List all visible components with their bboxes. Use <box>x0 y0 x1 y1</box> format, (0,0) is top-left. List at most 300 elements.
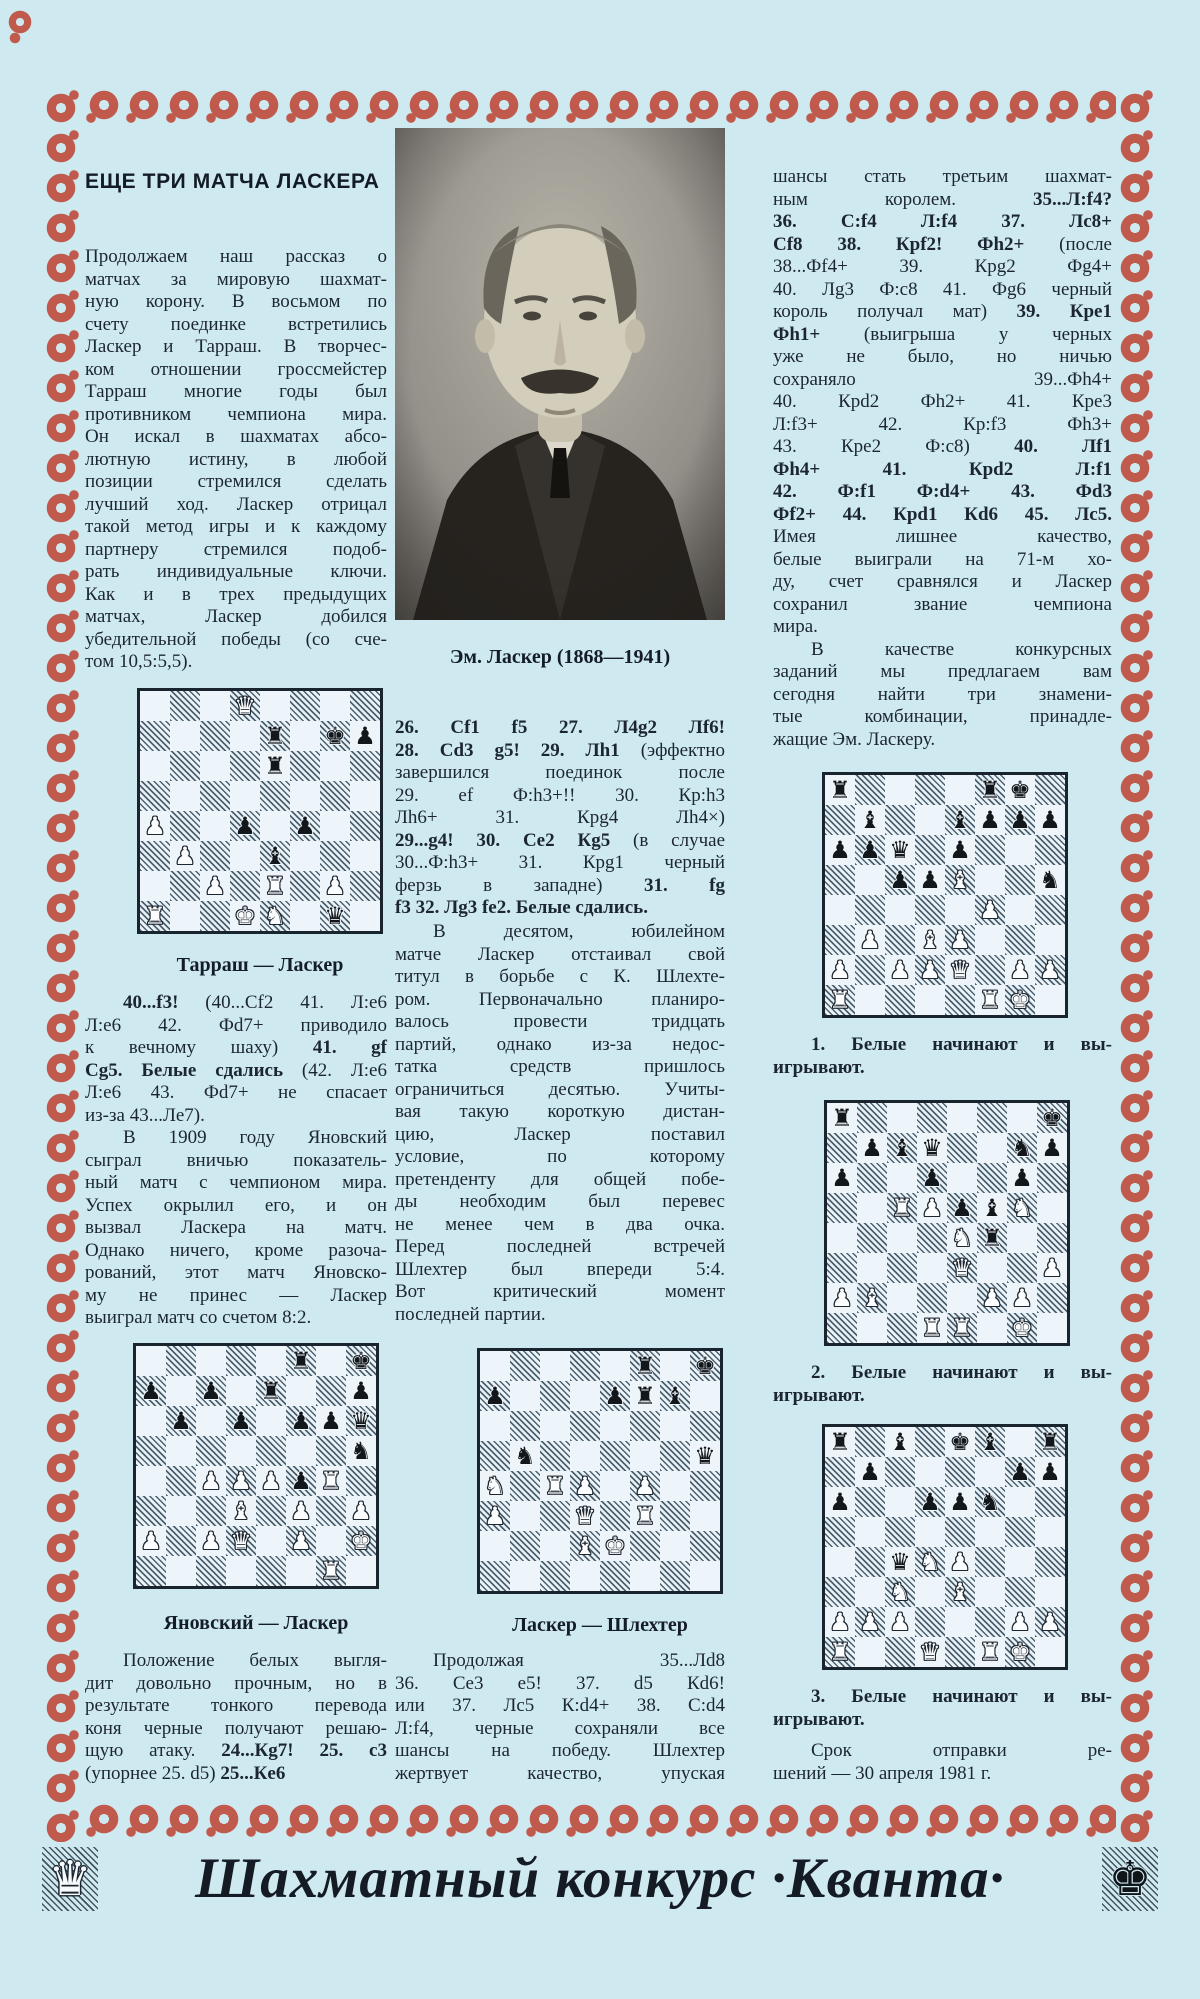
text-line <box>395 740 725 763</box>
board-square <box>140 811 170 841</box>
board-square <box>570 1351 600 1381</box>
board-square <box>600 1411 630 1441</box>
move-text: 24...Кg7! 25. c3 <box>221 1740 387 1761</box>
text-line <box>773 1057 1112 1080</box>
board-square <box>1005 1487 1035 1517</box>
move-text: игрывают. <box>773 1384 865 1406</box>
board-square <box>1035 865 1065 895</box>
white-queen-piece: ♛ <box>230 1527 252 1555</box>
body-text: сохранил звание чемпиона <box>773 593 1112 615</box>
text-line <box>85 1262 387 1285</box>
text-line <box>85 1240 387 1263</box>
board-square <box>977 1133 1007 1163</box>
board-square <box>630 1471 660 1501</box>
black-pawn-piece: ♟ <box>1009 806 1031 834</box>
board-square <box>885 955 915 985</box>
white-rook-piece: ♜ <box>320 1557 342 1585</box>
white-pawn-piece: ♟ <box>1041 1254 1063 1282</box>
board-square <box>540 1411 570 1441</box>
move-text: 35...Л:f4? <box>1032 188 1112 210</box>
paragraph-deadline <box>773 1740 1112 1785</box>
text-line <box>395 1101 725 1124</box>
board-square <box>316 1556 346 1586</box>
board-square <box>540 1351 570 1381</box>
board-square <box>316 1496 346 1526</box>
white-queen-icon: ♛ <box>42 1847 98 1911</box>
text-line <box>395 1673 725 1696</box>
board-square <box>200 721 230 751</box>
board-square <box>346 1496 376 1526</box>
body-text: Лh6+ 31. Крg4 Лh4×) <box>395 807 725 828</box>
text-line <box>773 1686 1112 1709</box>
board-square <box>1037 1193 1067 1223</box>
text-line <box>395 1740 725 1763</box>
body-text: последней партии. <box>395 1303 546 1325</box>
puzzle-2-caption <box>773 1362 1112 1407</box>
board-square <box>320 871 350 901</box>
body-text: ком отношении гроссмейстер <box>85 358 387 380</box>
board-square <box>260 811 290 841</box>
board-square <box>1007 1313 1037 1343</box>
body-text: титул в борьбе с К. Шлехте- <box>395 966 725 987</box>
board-square <box>977 1283 1007 1313</box>
white-bishop-piece: ♝ <box>949 866 971 894</box>
black-bishop-piece: ♝ <box>949 806 971 834</box>
text-line <box>85 381 387 404</box>
board-square <box>316 1346 346 1376</box>
board-square <box>917 1163 947 1193</box>
board-square <box>1037 1133 1067 1163</box>
board-square <box>630 1381 660 1411</box>
board-square <box>226 1556 256 1586</box>
board-square <box>885 985 915 1015</box>
board-square <box>855 805 885 835</box>
black-rook-piece: ♜ <box>979 776 1001 804</box>
board-square <box>256 1406 286 1436</box>
board-square <box>630 1351 660 1381</box>
text-line <box>773 279 1112 302</box>
body-text: тые комбинации, принадле- <box>773 706 1112 727</box>
white-knight-piece: ♞ <box>951 1224 973 1252</box>
board-square <box>857 1253 887 1283</box>
board-square <box>917 1193 947 1223</box>
white-pawn-piece: ♟ <box>290 1527 312 1555</box>
black-pawn-piece: ♟ <box>919 1488 941 1516</box>
board-square <box>1037 1253 1067 1283</box>
board-square <box>690 1531 720 1561</box>
board-square <box>140 691 170 721</box>
white-rook-piece: ♜ <box>144 902 166 930</box>
board-square <box>570 1411 600 1441</box>
body-text: Однако ничего, кроме разоча- <box>85 1239 387 1261</box>
board-square <box>140 721 170 751</box>
board-square <box>196 1496 226 1526</box>
body-text: партий, однако из-за недос- <box>395 1033 725 1055</box>
body-text: (42. Л:e6 <box>301 1059 387 1081</box>
text-line <box>395 830 725 853</box>
board-square <box>855 865 885 895</box>
board-square <box>827 1223 857 1253</box>
board-square <box>887 1313 917 1343</box>
board-square <box>1035 1607 1065 1637</box>
text-line <box>395 1236 725 1259</box>
board-square <box>690 1471 720 1501</box>
body-text: матчах, Ласкер добился <box>85 606 387 627</box>
text-line <box>773 414 1112 437</box>
board-square <box>260 751 290 781</box>
body-text: Л:f4, черные сохраняли все <box>395 1717 725 1739</box>
board-square <box>570 1381 600 1411</box>
board-square <box>1035 835 1065 865</box>
board-square <box>600 1531 630 1561</box>
black-rook-piece: ♜ <box>831 1104 853 1132</box>
board-square <box>660 1441 690 1471</box>
body-text: ферзь в западне) <box>395 874 644 896</box>
board-square <box>827 1283 857 1313</box>
body-text: Ласкер и Тарраш. В творчес- <box>85 336 387 357</box>
white-pawn-piece: ♟ <box>200 1527 222 1555</box>
board-square <box>1005 1517 1035 1547</box>
lasker-photo <box>395 128 725 620</box>
board-square <box>855 985 885 1015</box>
black-pawn-piece: ♟ <box>484 1382 506 1410</box>
board-square <box>660 1531 690 1561</box>
board-square <box>825 805 855 835</box>
board-square <box>1035 955 1065 985</box>
black-pawn-piece: ♟ <box>951 1194 973 1222</box>
board-square <box>540 1471 570 1501</box>
body-text: валось провести тридцать <box>395 1011 725 1032</box>
board-square <box>690 1351 720 1381</box>
board-square <box>260 781 290 811</box>
board-square <box>690 1561 720 1591</box>
body-text: (40...Сf2 41. Л:e6 <box>205 992 387 1013</box>
board-square <box>480 1441 510 1471</box>
white-pawn-piece: ♟ <box>921 1194 943 1222</box>
board-square <box>915 895 945 925</box>
black-pawn-piece: ♟ <box>290 1407 312 1435</box>
chessboard-puzzle-2 <box>824 1100 1070 1346</box>
board-square <box>570 1561 600 1591</box>
white-knight-piece: ♞ <box>484 1472 506 1500</box>
board-square <box>917 1133 947 1163</box>
board-square <box>825 1427 855 1457</box>
board-square <box>1035 775 1065 805</box>
board-square <box>1037 1313 1067 1343</box>
text-line <box>395 852 725 875</box>
board-square <box>286 1526 316 1556</box>
board-square <box>915 775 945 805</box>
board-caption-tarrasch: Тарраш — Ласкер <box>176 954 344 976</box>
board-square <box>1007 1253 1037 1283</box>
board-square <box>320 811 350 841</box>
board-square <box>887 1253 917 1283</box>
board-square <box>320 721 350 751</box>
ornament-border-left <box>42 86 84 1842</box>
move-text: 2. Белые начинают и вы- <box>811 1362 1112 1383</box>
text-line <box>85 606 387 629</box>
white-queen-piece: ♛ <box>234 692 256 720</box>
board-square <box>885 1637 915 1667</box>
board-square <box>480 1351 510 1381</box>
board-square <box>630 1561 660 1591</box>
board-square <box>915 1487 945 1517</box>
white-knight-piece: ♞ <box>889 1578 911 1606</box>
white-pawn-piece: ♟ <box>979 896 1001 924</box>
board-square <box>1005 895 1035 925</box>
body-text: не менее чем в два очка. <box>395 1213 725 1235</box>
body-text: сохраняло 39...Фh4+ <box>773 368 1112 390</box>
board-square <box>510 1531 540 1561</box>
board-square <box>1007 1223 1037 1253</box>
board-square <box>660 1411 690 1441</box>
move-text: 42. Ф:f1 Ф:d4+ 43. Фd3 <box>773 481 1112 502</box>
board-square <box>855 1607 885 1637</box>
move-text: 29...g4! 30. Сe2 Кg5 <box>395 829 634 851</box>
body-text: белые выиграли на 71-м хо- <box>773 548 1112 570</box>
body-text: Продолжаем наш рассказ о <box>85 246 387 267</box>
board-square <box>170 811 200 841</box>
white-pawn-piece: ♟ <box>484 1502 506 1530</box>
board-square <box>945 1607 975 1637</box>
text-line <box>85 1082 387 1105</box>
white-pawn-piece: ♟ <box>200 1467 222 1495</box>
board-square <box>166 1526 196 1556</box>
body-text: претенденту для общей побе- <box>395 1168 725 1190</box>
board-square <box>316 1406 346 1436</box>
text-line <box>773 504 1112 527</box>
board-square <box>230 781 260 811</box>
ornament-border-top <box>42 86 1158 128</box>
black-rook-piece: ♜ <box>264 722 286 750</box>
ornament-border-right <box>1116 86 1158 1842</box>
text-line <box>773 346 1112 369</box>
body-text: (выигрыша у черных <box>863 323 1113 345</box>
white-rook-piece: ♜ <box>829 986 851 1014</box>
board-square <box>226 1526 256 1556</box>
board-square <box>226 1466 256 1496</box>
board-square <box>290 691 320 721</box>
text-line <box>85 1127 387 1150</box>
board-square <box>1005 1607 1035 1637</box>
board-square <box>857 1103 887 1133</box>
body-text: ным королем. <box>773 188 1033 210</box>
body-text: шансы на победу. Шлехтер <box>395 1740 725 1761</box>
text-line <box>395 1650 725 1673</box>
board-square <box>885 1487 915 1517</box>
board-square <box>977 1163 1007 1193</box>
text-line <box>773 526 1112 549</box>
board-square <box>1035 1457 1065 1487</box>
board-square <box>510 1351 540 1381</box>
board-square <box>1005 1637 1035 1667</box>
text-line <box>85 992 387 1015</box>
text-line <box>395 1214 725 1237</box>
board-square <box>1005 1547 1035 1577</box>
body-text: условие, по которому <box>395 1146 725 1167</box>
body-text: Шлехтер был впереди 5:4. <box>395 1258 725 1280</box>
board-square <box>480 1411 510 1441</box>
board-square <box>256 1496 286 1526</box>
text-line <box>85 539 387 562</box>
board-square <box>855 775 885 805</box>
white-rook-piece: ♜ <box>829 1638 851 1666</box>
board-square <box>480 1531 510 1561</box>
body-text: Л:f3+ 42. Кр:f3 Фh3+ <box>773 413 1112 435</box>
paragraph-janowski-game <box>395 717 725 920</box>
board-square <box>887 1103 917 1133</box>
board-square <box>136 1346 166 1376</box>
text-line <box>85 1195 387 1218</box>
white-king-piece: ♚ <box>604 1532 626 1560</box>
board-square <box>690 1501 720 1531</box>
text-line <box>773 1362 1112 1385</box>
body-text: результате тонкого перевода <box>85 1695 387 1716</box>
board-square <box>350 871 380 901</box>
board-square <box>200 691 230 721</box>
board-square <box>917 1283 947 1313</box>
board-square <box>1035 1487 1065 1517</box>
white-knight-piece: ♞ <box>1011 1194 1033 1222</box>
body-text: Л:e6 43. Фd7+ не спасает <box>85 1082 387 1103</box>
board-square <box>975 895 1005 925</box>
board-square <box>350 751 380 781</box>
text-line <box>85 404 387 427</box>
text-line <box>85 246 387 269</box>
board-square <box>166 1376 196 1406</box>
board-square <box>540 1561 570 1591</box>
text-line <box>85 314 387 337</box>
board-square <box>480 1381 510 1411</box>
move-text: 25...Кe6 <box>220 1762 286 1784</box>
board-square <box>230 841 260 871</box>
board-square <box>885 805 915 835</box>
board-square <box>630 1501 660 1531</box>
body-text: убедительной победы (со сче- <box>85 628 387 650</box>
move-text: 26. Сf1 f5 27. Л4g2 Лf6! <box>395 717 725 738</box>
board-square <box>1005 925 1035 955</box>
black-queen-piece: ♛ <box>324 902 346 930</box>
board-square <box>510 1471 540 1501</box>
board-square <box>320 691 350 721</box>
text-line <box>395 897 725 920</box>
body-text: уже не было, но ничью <box>773 346 1112 367</box>
board-square <box>196 1376 226 1406</box>
body-text: (упорнее 25. d5) <box>85 1762 221 1784</box>
text-line <box>85 516 387 539</box>
black-queen-piece: ♛ <box>694 1442 716 1470</box>
white-queen-piece: ♛ <box>949 956 971 984</box>
board-square <box>1007 1133 1037 1163</box>
board-square <box>977 1193 1007 1223</box>
white-pawn-piece: ♟ <box>260 1467 282 1495</box>
white-bishop-piece: ♝ <box>230 1497 252 1525</box>
board-square <box>140 751 170 781</box>
text-line <box>85 1307 387 1330</box>
black-king-icon: ♚ <box>1102 1847 1158 1911</box>
move-text: Сf8 38. Крf2! Фh2+ <box>773 233 1060 255</box>
text-line <box>395 1259 725 1282</box>
body-text: такой метод игры и к каждому <box>85 516 387 537</box>
body-text: Положение белых выгля- <box>123 1650 387 1671</box>
puzzle-3-caption <box>773 1686 1112 1731</box>
board-square <box>510 1411 540 1441</box>
board-square <box>975 1457 1005 1487</box>
move-text: 31. fg <box>643 874 725 896</box>
board-square <box>346 1466 376 1496</box>
board-square <box>346 1436 376 1466</box>
black-pawn-piece: ♟ <box>354 722 376 750</box>
board-square <box>200 871 230 901</box>
text-line <box>395 944 725 967</box>
black-pawn-piece: ♟ <box>921 1164 943 1192</box>
board-square <box>136 1496 166 1526</box>
text-line <box>395 1304 725 1327</box>
move-text: Фh4+ 41. Крd2 Л:f1 <box>773 458 1112 480</box>
black-pawn-piece: ♟ <box>829 1488 851 1516</box>
paragraph-schlechter-match <box>395 921 725 1326</box>
text-line <box>85 1150 387 1173</box>
text-line <box>773 459 1112 482</box>
body-text: рать индивидуальные ключи. <box>85 561 387 582</box>
text-line <box>773 594 1112 617</box>
board-square <box>510 1441 540 1471</box>
board-square <box>855 1457 885 1487</box>
board-square <box>855 925 885 955</box>
black-bishop-piece: ♝ <box>979 1428 1001 1456</box>
board-square <box>825 1457 855 1487</box>
board-square <box>947 1163 977 1193</box>
board-square <box>947 1223 977 1253</box>
white-pawn-piece: ♟ <box>1039 1608 1061 1636</box>
text-line <box>773 369 1112 392</box>
board-square <box>230 901 260 931</box>
board-square <box>350 811 380 841</box>
board-square <box>346 1346 376 1376</box>
white-pawn-piece: ♟ <box>140 1527 162 1555</box>
black-pawn-piece: ♟ <box>859 836 881 864</box>
board-square <box>290 781 320 811</box>
board-square <box>286 1436 316 1466</box>
board-square <box>825 1487 855 1517</box>
board-square <box>1005 775 1035 805</box>
white-rook-piece: ♜ <box>921 1314 943 1342</box>
black-rook-piece: ♜ <box>829 776 851 804</box>
body-text: ды необходим был перевес <box>395 1191 725 1212</box>
board-square <box>825 1577 855 1607</box>
black-rook-piece: ♜ <box>634 1382 656 1410</box>
text-line <box>85 426 387 449</box>
board-square <box>350 901 380 931</box>
text-line <box>395 1281 725 1304</box>
board-square <box>945 955 975 985</box>
board-square <box>945 1457 975 1487</box>
board-square <box>286 1346 316 1376</box>
text-line <box>85 471 387 494</box>
body-text: Вот критический момент <box>395 1281 725 1302</box>
white-pawn-piece: ♟ <box>230 1467 252 1495</box>
board-square <box>226 1376 256 1406</box>
board-square <box>945 985 975 1015</box>
white-pawn-piece: ♟ <box>829 956 851 984</box>
board-square <box>887 1223 917 1253</box>
chessboard-puzzle-1 <box>822 772 1068 1018</box>
board-square <box>480 1561 510 1591</box>
white-knight-piece: ♞ <box>264 902 286 930</box>
text-line <box>395 762 725 785</box>
board-square <box>1005 835 1035 865</box>
board-square <box>1037 1223 1067 1253</box>
